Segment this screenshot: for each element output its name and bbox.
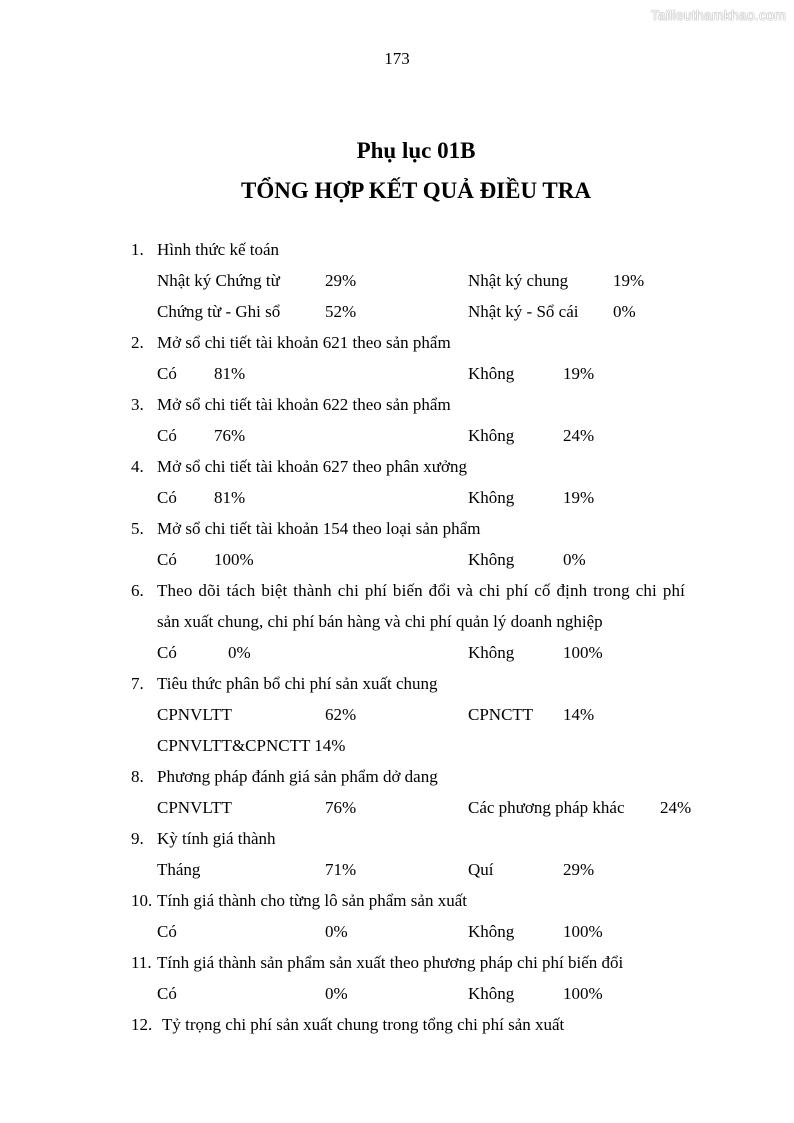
question-number: 2. — [131, 333, 144, 352]
question-number: 11. — [131, 953, 152, 972]
option-label: Có — [157, 984, 177, 1003]
option-label: Nhật ký - Sổ cái — [468, 302, 579, 321]
question-number: 1. — [131, 240, 144, 259]
option-label: Không — [468, 550, 515, 569]
option-label: Có — [157, 364, 177, 383]
option-value: 62% — [325, 705, 357, 724]
option-label: Nhật ký chung — [468, 271, 569, 290]
option-value: 0% — [325, 984, 348, 1003]
option-value: 29% — [325, 271, 357, 290]
option-label: Không — [468, 426, 515, 445]
option-value: 100% — [214, 550, 254, 569]
question-text: Phương pháp đánh giá sản phẩm dở dang — [157, 767, 438, 786]
question-text: Tính giá thành cho từng lô sản phẩm sản xuất — [157, 891, 467, 910]
option-label: CPNVLTT — [157, 705, 232, 724]
option-value: 0% — [563, 550, 586, 569]
question-text-continued: sản xuất chung, chi phí bán hàng và chi phí quản lý doanh nghiệp — [157, 612, 603, 631]
report-title: TỔNG HỢP KẾT QUẢ ĐIỀU TRA — [241, 178, 591, 203]
option-value: 71% — [325, 860, 357, 879]
option-value: 76% — [325, 798, 357, 817]
question-text: Mở sổ chi tiết tài khoản 627 theo phân xưởng — [157, 457, 468, 476]
option-label: CPNVLTT&CPNCTT 14% — [157, 736, 346, 755]
question-number: 5. — [131, 519, 144, 538]
option-value: 81% — [214, 364, 246, 383]
option-label: Chứng từ - Ghi sổ — [157, 302, 281, 321]
question-number: 7. — [131, 674, 144, 693]
option-value: 19% — [613, 271, 645, 290]
option-label: Có — [157, 922, 177, 941]
option-label: Nhật ký Chứng từ — [157, 271, 280, 290]
question-text: Mở sổ chi tiết tài khoản 621 theo sản phẩm — [157, 333, 451, 352]
question-number: 8. — [131, 767, 144, 786]
question-text: Tỷ trọng chi phí sản xuất chung trong tổng chi phí sản xuất — [162, 1015, 565, 1034]
option-label: Các phương pháp khác — [468, 798, 625, 817]
option-value: 19% — [563, 488, 595, 507]
question-text: Hình thức kế toán — [157, 240, 280, 259]
option-label: Quí — [468, 860, 494, 879]
option-label: Không — [468, 488, 515, 507]
option-label: CPNVLTT — [157, 798, 232, 817]
option-value: 100% — [563, 922, 603, 941]
option-value: 19% — [563, 364, 595, 383]
option-label: Có — [157, 426, 177, 445]
appendix-title: Phụ lục 01B — [356, 138, 476, 163]
question-text: Mở sổ chi tiết tài khoản 154 theo loại sản phẩm — [157, 519, 481, 538]
question-number: 10. — [131, 891, 153, 910]
question-number: 9. — [131, 829, 144, 848]
page-number: 173 — [384, 49, 410, 68]
question-text: Theo dõi tách biệt thành chi phí biến đổi và chi phí cố định trong chi phí — [157, 581, 685, 600]
option-label: Không — [468, 364, 515, 383]
option-label: Có — [157, 488, 177, 507]
question-text: Tính giá thành sản phẩm sản xuất theo phương pháp chi phí biến đổi — [157, 953, 624, 972]
option-value: 0% — [228, 643, 251, 662]
question-number: 6. — [131, 581, 144, 600]
watermark-text: Tailieuthamkhao.com — [650, 7, 786, 23]
option-value: 0% — [613, 302, 636, 321]
option-value: 76% — [214, 426, 246, 445]
option-label: Có — [157, 550, 177, 569]
option-value: 52% — [325, 302, 357, 321]
question-text: Mở sổ chi tiết tài khoản 622 theo sản phẩm — [157, 395, 451, 414]
option-value: 100% — [563, 643, 603, 662]
option-value: 0% — [325, 922, 348, 941]
option-label: Tháng — [157, 860, 201, 879]
option-value: 100% — [563, 984, 603, 1003]
option-value: 81% — [214, 488, 246, 507]
option-value: 14% — [563, 705, 595, 724]
option-label: Không — [468, 984, 515, 1003]
question-text: Tiêu thức phân bổ chi phí sản xuất chung — [157, 674, 438, 693]
option-value: 29% — [563, 860, 595, 879]
option-label: Có — [157, 643, 177, 662]
question-number: 12. — [131, 1015, 153, 1034]
option-label: CPNCTT — [468, 705, 534, 724]
question-number: 4. — [131, 457, 144, 476]
question-number: 3. — [131, 395, 144, 414]
option-label: Không — [468, 922, 515, 941]
option-label: Không — [468, 643, 515, 662]
question-text: Kỳ tính giá thành — [157, 829, 276, 848]
option-value: 24% — [563, 426, 595, 445]
option-value: 24% — [660, 798, 692, 817]
